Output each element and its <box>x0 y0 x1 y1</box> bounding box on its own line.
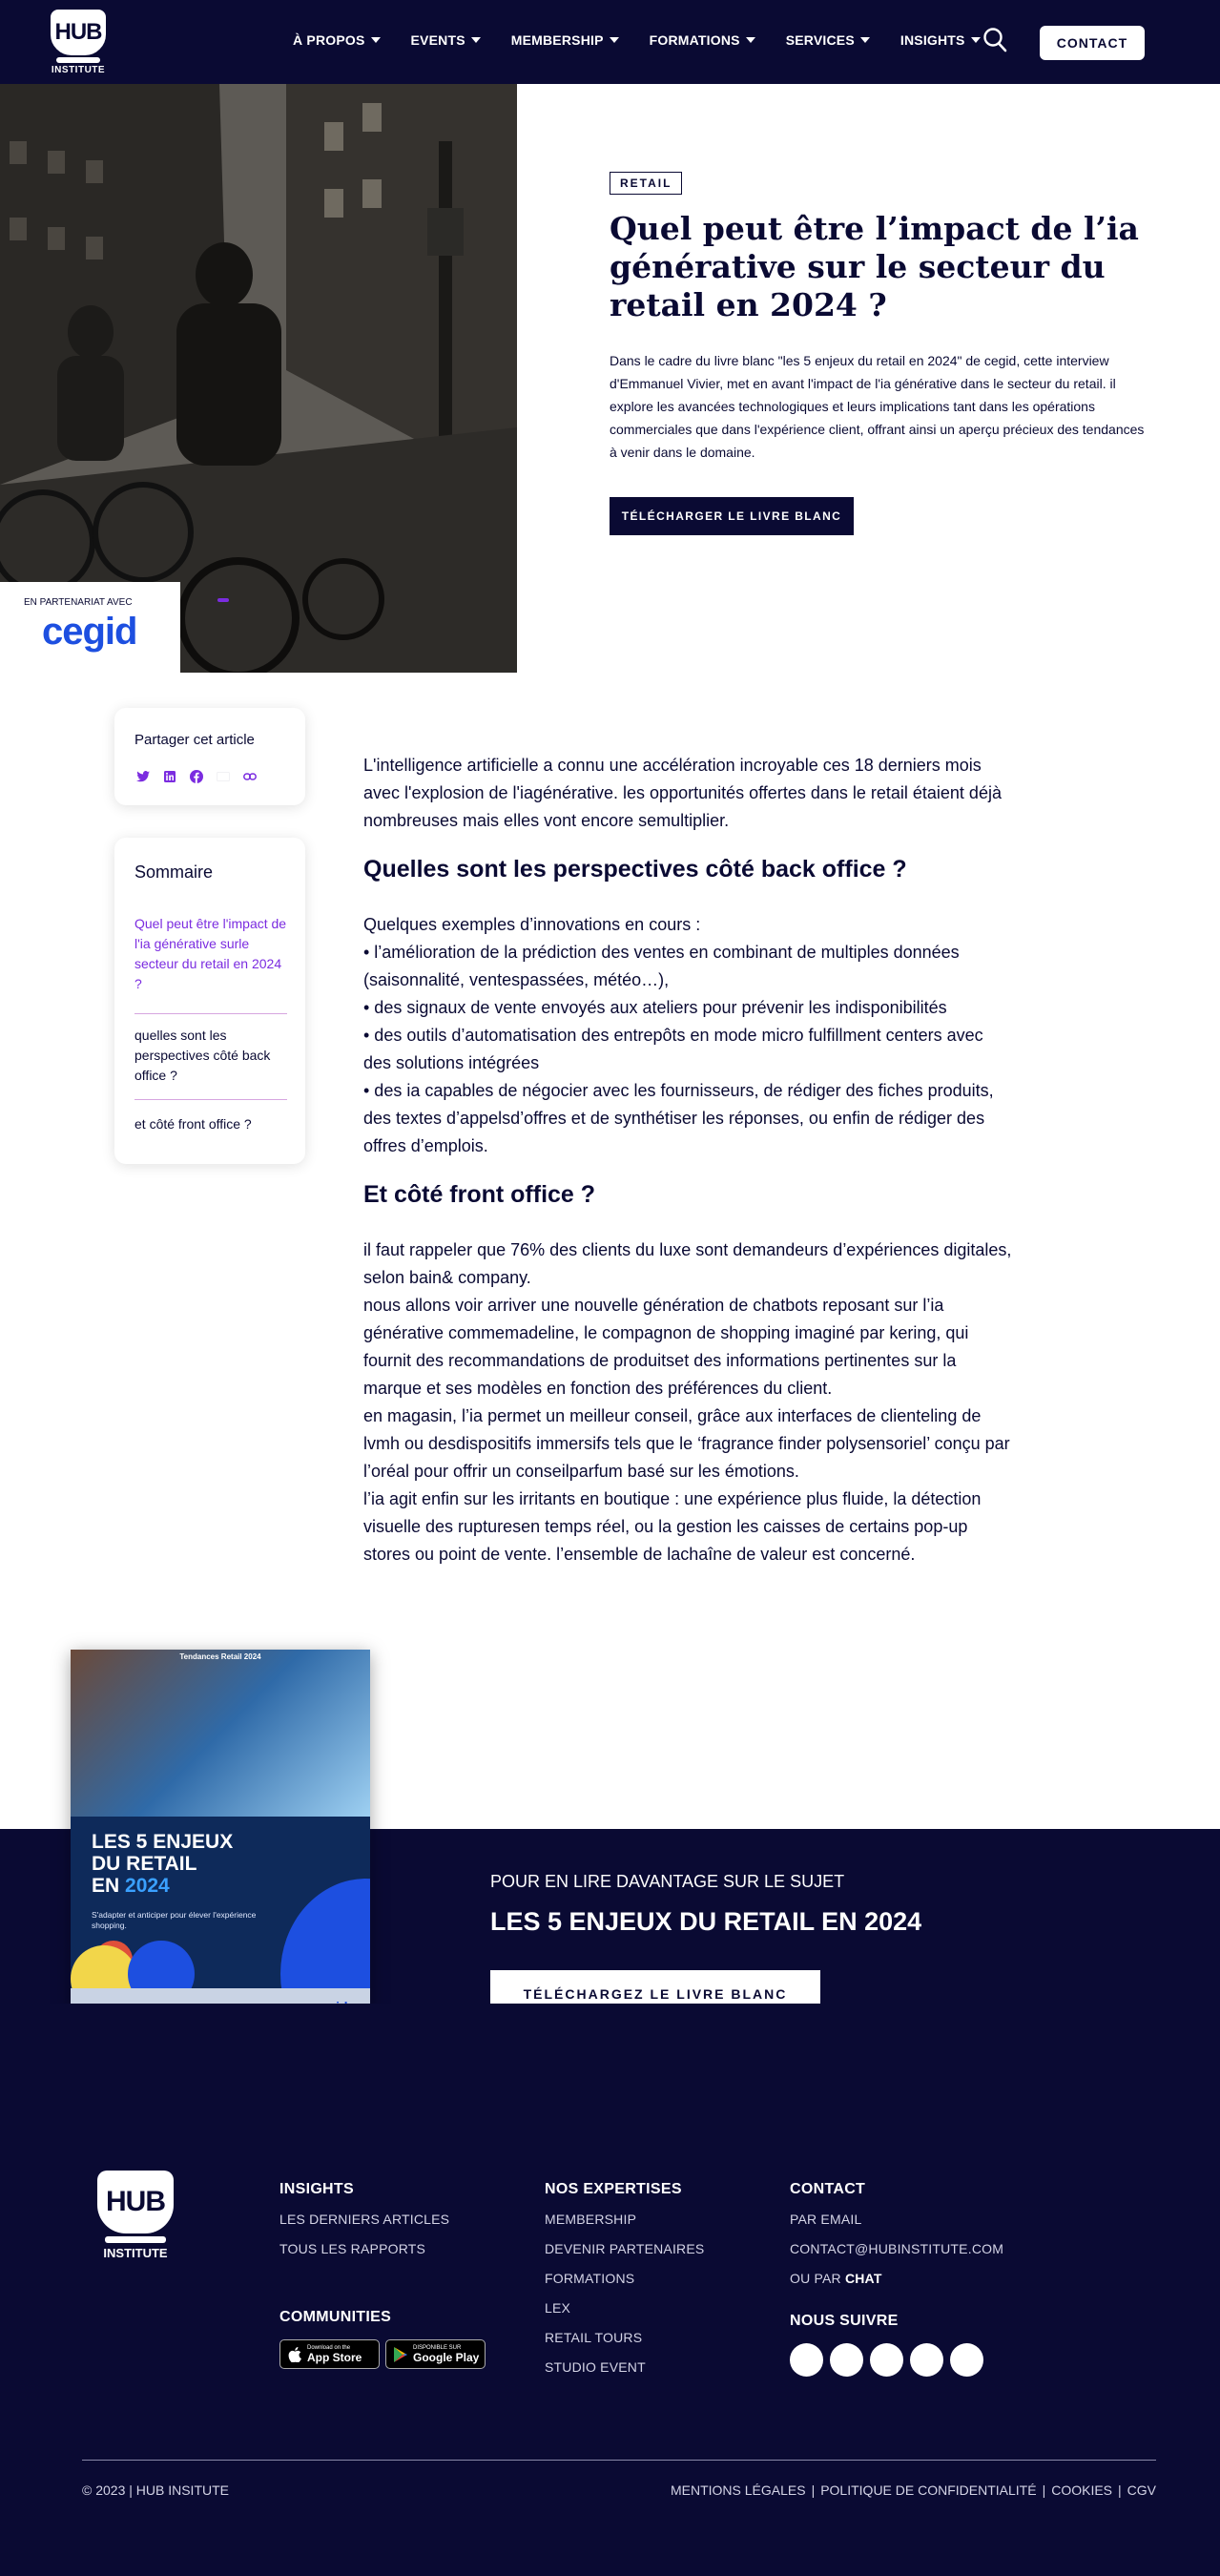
footer-col-expertises <box>545 2181 704 2389</box>
copyright: © 2023 | HUB INSITUTE <box>82 2483 229 2498</box>
share-card <box>114 708 305 805</box>
facebook-glyph <box>190 770 203 783</box>
cover-title-line: DU RETAIL <box>92 1853 197 1875</box>
footer-contact-chat[interactable] <box>790 2271 1003 2286</box>
footer-divider <box>82 2460 1156 2461</box>
facebook-icon[interactable] <box>870 2343 903 2377</box>
footer-link-partners[interactable]: DEVENIR PARTENAIRES <box>545 2241 705 2256</box>
apple-icon <box>288 2347 301 2362</box>
menu-item-formations[interactable] <box>650 32 755 48</box>
legal-link-mentions[interactable]: MENTIONS LÉGALES <box>670 2483 806 2498</box>
cover-title-year: 2024 <box>125 1875 170 1897</box>
legal-links <box>671 2483 1156 2498</box>
badge-text <box>307 2345 362 2364</box>
menu-item-services[interactable] <box>786 32 870 48</box>
hub-institute-logo[interactable] <box>50 10 107 76</box>
article-paragraph: l’ia agit enfin sur les irritants en boutique : une expérience plus fluide, la détection visuelle des rupturesen temps réel, ou la gestion les caisses de certains pop-up stores ou point de vente. l’ensemble de lachaîne de valeur est concerné. <box>363 1489 982 1564</box>
toc-divider <box>134 1013 287 1014</box>
partner-badge <box>0 582 180 673</box>
toc-item-back-office[interactable]: quelles sont les perspectives côté back office ? <box>134 1028 271 1083</box>
cover-title <box>92 1831 233 1897</box>
footer-chat-link[interactable]: CHAT <box>844 2271 882 2286</box>
cover-title-line <box>92 1875 233 1897</box>
article-bullet: • des signaux de vente envoyés aux ateliers pour prévenir les indisponibilités <box>363 998 947 1017</box>
footer-logo-base <box>105 2236 166 2243</box>
cover-title-line: LES 5 ENJEUX <box>92 1831 234 1853</box>
logo-base <box>56 57 100 63</box>
footer-logo[interactable] <box>97 2171 174 2260</box>
footer-contact-by-email: PAR EMAIL <box>790 2212 862 2227</box>
toc-item-impact[interactable]: Quel peut être l'impact de l'ia générative surle secteur du retail en 2024 ? <box>134 916 287 991</box>
main-menu <box>293 32 1011 48</box>
top-navbar <box>0 0 1220 84</box>
app-badges <box>279 2339 486 2369</box>
article-intro: L'intelligence artificielle a connu une accélération incroyable ces 18 derniers mois avec l'explosion de l'iagénérative. les opportunités offertes dans le retail étaient déjà nombreuses mais elles vont encore semultiplier. <box>363 756 1002 830</box>
cta-title: LES 5 ENJEUX DU RETAIL EN 2024 <box>490 1907 922 1936</box>
table-of-contents <box>114 838 305 1164</box>
twitter-glyph <box>136 771 150 782</box>
cegid-logo[interactable]: cegid <box>42 611 137 653</box>
chevron-down-icon <box>371 37 381 43</box>
email-icon[interactable] <box>215 768 232 785</box>
app-store-badge[interactable] <box>279 2339 380 2369</box>
menu-item-label: INSIGHTS <box>899 32 965 48</box>
badge-big: Google Play <box>413 2350 480 2364</box>
legal-separator: | <box>1118 2483 1122 2498</box>
article-bullet: • des outils d’automatisation des entrepôts en mode micro fulfillment centers avec des solutions intégrées <box>363 1026 983 1072</box>
cover-title-en: EN <box>92 1875 126 1897</box>
footer-col-insights <box>279 2181 449 2271</box>
footer-heading: NOS EXPERTISES <box>545 2181 682 2197</box>
menu-item-label: MEMBERSHIP <box>510 32 604 48</box>
legal-link-cgv[interactable]: CGV <box>1127 2483 1156 2498</box>
logo-text: HUB <box>51 10 106 55</box>
linkedin-glyph <box>164 771 176 782</box>
heading-back-office: Quelles sont les perspectives côté back office ? <box>363 856 907 883</box>
toc-item-front-office[interactable]: et côté front office ? <box>134 1116 252 1132</box>
email-glyph <box>217 772 230 781</box>
google-play-badge[interactable] <box>385 2339 486 2369</box>
footer-heading: CONTACT <box>790 2181 866 2197</box>
footer-link-retail-tours[interactable]: RETAIL TOURS <box>545 2330 643 2345</box>
cover-image <box>71 1650 370 1817</box>
badge-text <box>413 2345 479 2364</box>
footer-link-all-reports[interactable]: TOUS LES RAPPORTS <box>279 2241 426 2256</box>
facebook-icon[interactable] <box>188 768 205 785</box>
linkedin-icon[interactable] <box>161 768 178 785</box>
article-paragraph: en magasin, l’ia permet un meilleur conseil, grâce aux interfaces de clienteling de lvmh ou desdispositifs immersifs tels que le ‘fragrance finder polysensoriel’ conçu par l’oréal pour offrir un conseilparfum basé sur les émotions. <box>363 1406 1010 1481</box>
footer-logo-text: HUB <box>97 2171 174 2233</box>
youtube-icon[interactable] <box>950 2343 983 2377</box>
chevron-down-icon <box>471 37 481 43</box>
heading-front-office: Et côté front office ? <box>363 1181 596 1208</box>
badge-small: Download on the <box>307 2344 351 2351</box>
legal-link-privacy[interactable]: POLITIQUE DE CONFIDENTIALITÉ <box>820 2483 1037 2498</box>
contact-button[interactable]: CONTACT <box>1040 26 1145 60</box>
article-paragraph: Quelques exemples d’innovations en cours : <box>363 915 701 934</box>
footer-link-membership[interactable]: MEMBERSHIP <box>545 2212 637 2227</box>
menu-item-membership[interactable] <box>511 32 619 48</box>
cta-kicker: POUR EN LIRE DAVANTAGE SUR LE SUJET <box>490 1872 845 1891</box>
download-whitepaper-cta-button[interactable]: TÉLÉCHARGEZ LE LIVRE BLANC <box>490 1970 820 2018</box>
article-body <box>363 752 1012 1568</box>
link-icon[interactable] <box>241 768 258 785</box>
footer-contact-email-link[interactable]: CONTACT@HUBINSTITUTE.COM <box>790 2241 1004 2256</box>
whitepaper-cover[interactable] <box>71 1650 370 2020</box>
search-icon[interactable] <box>982 27 1007 53</box>
hero-description: Dans le cadre du livre blanc "les 5 enjeux du retail en 2024" de cegid, cette interview d'Emmanuel Vivier, met en avant l'impact de l'ia générative dans le secteur du retail. il explore les avancées technologiques et leurs implications tant dans les opérations commerciales que dans l'expérience client, offrant ainsi un aperçu précieux des tendances à venir dans le domaine. <box>610 353 1145 460</box>
twitter-icon[interactable] <box>830 2343 863 2377</box>
toc-divider <box>134 1099 287 1100</box>
chevron-down-icon <box>610 37 619 43</box>
carousel-indicator[interactable] <box>217 598 229 602</box>
article-paragraph: nous allons voir arriver une nouvelle génération de chatbots reposant sur l’ia générative commemadeline, le compagnon de shopping imaginé par kering, qui fournit des recommandations de produitset des informations pertinentes sur la marque et ses modèles en fonction des préférences du client. <box>363 1296 969 1398</box>
chevron-down-icon <box>746 37 755 43</box>
instagram-icon[interactable] <box>910 2343 943 2377</box>
footer-link-studio-event[interactable]: STUDIO EVENT <box>545 2359 646 2375</box>
cover-header: Tendances Retail 2024 <box>179 1652 261 1661</box>
badge-small: DISPONIBLE SUR <box>413 2344 462 2351</box>
chevron-down-icon <box>971 37 981 43</box>
menu-item-label: EVENTS <box>410 32 465 48</box>
footer-link-lex[interactable]: LEX <box>545 2300 571 2316</box>
toc-title: Sommaire <box>134 862 214 882</box>
menu-item-insights[interactable] <box>900 32 981 48</box>
footer <box>0 2004 1220 2576</box>
article-bullet: • l’amélioration de la prédiction des ventes en combinant de multiples données (saisonnalité, ventespassées, météo…), <box>363 943 960 989</box>
footer-heading: NOUS SUIVRE <box>790 2313 899 2329</box>
article-paragraph: il faut rappeler que 76% des clients du luxe sont demandeurs d’expériences digitales, selon bain& company. <box>363 1240 1012 1287</box>
download-whitepaper-button[interactable]: TÉLÉCHARGER LE LIVRE BLANC <box>610 497 854 535</box>
legal-separator: | <box>1042 2483 1046 2498</box>
category-tag[interactable]: RETAIL <box>610 172 682 195</box>
legal-separator: | <box>811 2483 816 2498</box>
footer-heading: INSIGHTS <box>279 2181 354 2197</box>
chevron-down-icon <box>860 37 870 43</box>
article-bullet: • des ia capables de négocier avec les fournisseurs, de rédiger des fiches produits, des textes d’appelsd’offres et de synthétiser les réponses, ou enfin de rédiger des offres d’emplois. <box>363 1081 994 1155</box>
share-title: Partager cet article <box>134 732 255 748</box>
footer-link-formations[interactable]: FORMATIONS <box>545 2271 635 2286</box>
badge-big: App Store <box>307 2350 362 2364</box>
footer-link-latest-articles[interactable]: LES DERNIERS ARTICLES <box>279 2212 450 2227</box>
link-glyph <box>243 772 257 781</box>
twitter-icon[interactable] <box>134 768 152 785</box>
footer-or-by: OU PAR <box>790 2271 845 2286</box>
footer-col-contact <box>790 2181 1003 2377</box>
menu-item-label: À PROPOS <box>293 32 365 48</box>
menu-item-events[interactable] <box>411 32 481 48</box>
page-title: Quel peut être l’impact de l’ia générative sur le secteur du retail en 2024 ? <box>610 210 1139 323</box>
logo-subtext: INSTITUTE <box>51 65 106 75</box>
legal-link-cookies[interactable]: COOKIES <box>1051 2483 1113 2498</box>
share-icons <box>134 768 258 785</box>
partner-label: EN PARTENARIAT AVEC <box>24 597 133 608</box>
cover-subtitle: S'adapter et anticiper pour élever l'expérience shopping. <box>92 1910 257 1930</box>
menu-item-label: FORMATIONS <box>649 32 740 48</box>
social-icons <box>790 2343 1003 2377</box>
linkedin-icon[interactable] <box>790 2343 823 2377</box>
footer-col-communities <box>279 2309 486 2369</box>
menu-item-a-propos[interactable] <box>293 32 381 48</box>
footer-heading: COMMUNITIES <box>279 2309 392 2325</box>
menu-item-label: SERVICES <box>785 32 855 48</box>
footer-logo-subtext: INSTITUTE <box>103 2246 168 2260</box>
play-icon <box>394 2347 407 2362</box>
